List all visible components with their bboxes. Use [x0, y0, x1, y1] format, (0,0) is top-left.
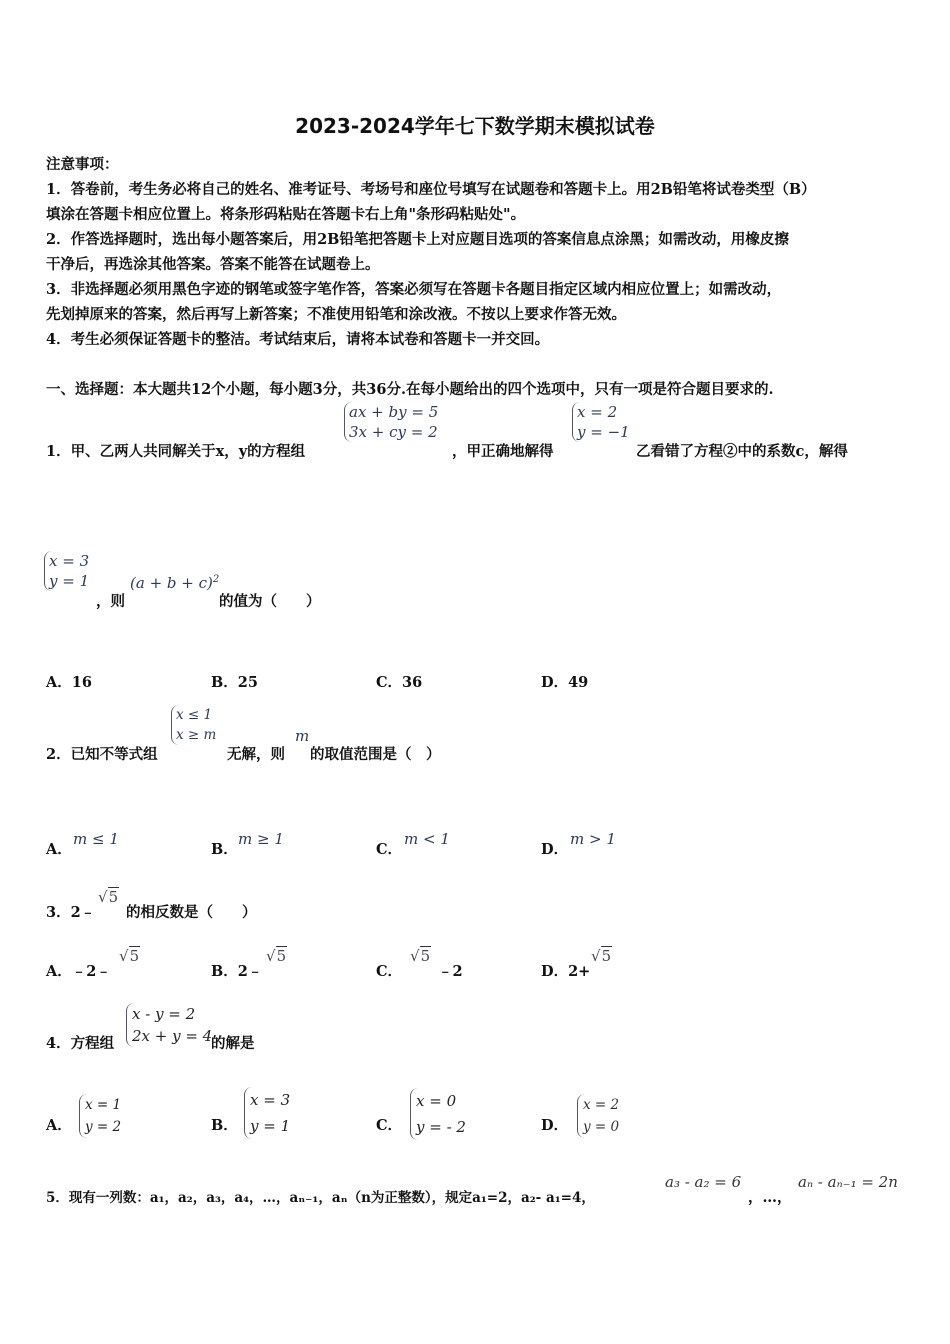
q3-option-a-radicand: 5 [129, 947, 140, 965]
q5-eq2: aₙ - aₙ₋₁ = 2n [798, 1173, 898, 1191]
q3-option-b-sqrt: √5 [266, 947, 287, 965]
q4-system-eq2: 2x + y = 4 [132, 1027, 213, 1045]
q1-mid: ，甲正确地解得 [452, 443, 554, 460]
q4-system-eq1: x - y = 2 [132, 1005, 196, 1023]
q1-option-b[interactable]: B．25 [211, 674, 258, 691]
q4-option-c[interactable] [376, 1114, 402, 1135]
q1-tail: 的值为（ ） [219, 593, 321, 610]
q1-prefix: 1．甲、乙两人共同解关于x，y的方程组 [46, 443, 306, 460]
q1-solution-yi [44, 551, 89, 591]
q3-option-d[interactable] [541, 960, 590, 981]
q4-option-a-label: A． [46, 1117, 72, 1134]
q1-then: ，则 [96, 593, 125, 610]
q1-expr-exp: 2 [212, 574, 220, 585]
q4-option-b-system [244, 1087, 290, 1139]
notes-heading: 注意事项： [46, 156, 119, 173]
q3-radicand: 5 [108, 888, 119, 906]
q1-sol1-x: x = 2 [577, 403, 618, 421]
q2-option-b-label: B． [211, 841, 238, 858]
q3-option-b[interactable] [211, 960, 262, 981]
q1-sol1-y: y = −1 [577, 423, 630, 441]
q4-option-d-y: y = 0 [583, 1119, 620, 1135]
notes-line-7: 4．考生必须保证答题卡的整洁。考试结束后，请将本试卷和答题卡一并交回。 [46, 331, 550, 348]
q2-option-a-label: A． [46, 841, 72, 858]
q3-option-a-sqrt: √5 [119, 947, 140, 965]
q2-system-ineq2: x ≥ m [176, 727, 217, 743]
q4-option-c-system [410, 1088, 466, 1140]
q2-prefix: 2．已知不等式组 [46, 746, 158, 763]
q1-option-d[interactable]: D．49 [541, 674, 589, 691]
q2-option-c-value: m < 1 [404, 830, 450, 848]
notes-line-2: 填涂在答题卡相应位置上。将条形码粘贴在答题卡右上角"条形码粘贴处"。 [46, 206, 526, 223]
q4-option-c-y: y = - 2 [416, 1118, 466, 1136]
page-title: 2023-2024学年七下数学期末模拟试卷 [295, 114, 655, 138]
q2-tail: 的取值范围是（ ） [310, 746, 441, 763]
q5-eq1: a₃ - a₂ = 6 [665, 1173, 742, 1191]
q3-option-b-pre: 2﹣ [237, 963, 263, 980]
q4-tail: 的解是 [211, 1035, 255, 1052]
q3-option-d-label: D． [541, 963, 569, 980]
q1-option-c[interactable]: C．36 [376, 674, 423, 691]
q3-option-b-radicand: 5 [276, 947, 287, 965]
q1-system [344, 402, 438, 442]
q3-option-c-sqrt: √5 [410, 947, 431, 965]
q4-prefix: 4．方程组 [46, 1035, 115, 1052]
q4-option-d-system [577, 1094, 619, 1138]
q2-option-c-label: C． [376, 841, 403, 858]
q2-option-b[interactable] [211, 838, 238, 859]
q4-option-b[interactable] [211, 1114, 238, 1135]
q4-option-b-label: B． [211, 1117, 238, 1134]
q3-option-a-pre: ﹣2﹣ [71, 963, 111, 980]
q1-sol2-y: y = 1 [49, 572, 90, 590]
q2-option-a-value: m ≤ 1 [73, 830, 119, 848]
q3-option-c-post: ﹣2 [438, 963, 463, 980]
q2-option-d-label: D． [541, 841, 569, 858]
q1-solution-jia [572, 402, 630, 442]
q3-option-a[interactable] [46, 960, 111, 981]
q2-system [171, 705, 216, 745]
q3-option-a-label: A． [46, 963, 72, 980]
q3-option-c-label: C． [376, 963, 403, 980]
q1-suffix: 乙看错了方程②中的系数c，解得 [636, 443, 848, 460]
q4-option-c-x: x = 0 [416, 1092, 457, 1110]
q2-mid: 无解，则 [227, 746, 285, 763]
q2-system-ineq1: x ≤ 1 [176, 707, 213, 723]
q1-expression [130, 574, 219, 592]
q3-option-c-radicand: 5 [420, 947, 431, 965]
q4-option-b-y: y = 1 [250, 1117, 291, 1135]
q2-option-d[interactable] [541, 838, 568, 859]
q4-option-a-system [79, 1094, 121, 1138]
q4-system [126, 1003, 212, 1047]
q4-option-d-label: D． [541, 1117, 569, 1134]
q1-system-eq2: 3x + cy = 2 [349, 423, 438, 441]
q2-var: m [295, 727, 310, 745]
q5-sep: ，…， [748, 1189, 792, 1206]
q3-option-c[interactable] [376, 960, 402, 981]
notes-line-5: 3．非选择题必须用黑色字迹的钢笔或签字笔作答，答案必须写在答题卡各题目指定区域内相应位置上；如需改动， [46, 281, 782, 298]
q3-option-d-radicand: 5 [601, 947, 612, 965]
q4-option-b-x: x = 3 [250, 1091, 291, 1109]
q1-sol2-x: x = 3 [49, 552, 90, 570]
q1-option-a[interactable]: A．16 [46, 674, 92, 691]
q4-option-d[interactable] [541, 1114, 568, 1135]
q3-tail: 的相反数是（ ） [126, 904, 257, 921]
q2-option-d-value: m > 1 [570, 830, 616, 848]
q5-text: 5．现有一列数：a₁，a₂，a₃，a₄，…，aₙ₋₁，aₙ（n为正整数），规定a₁=2，a₂- a₁=4， [46, 1190, 595, 1206]
notes-line-4: 干净后，再选涂其他答案。答案不能答在试题卷上。 [46, 256, 380, 273]
q4-option-a[interactable] [46, 1114, 72, 1135]
q4-option-a-y: y = 2 [85, 1119, 122, 1135]
section-heading: 一、选择题：本大题共12个小题，每小题3分，共36分.在每小题给出的四个选项中，只有一项是符合题目要求的. [46, 381, 774, 398]
q3-option-d-pre: 2+ [568, 963, 591, 980]
q4-option-a-x: x = 1 [85, 1097, 122, 1113]
notes-line-3: 2．作答选择题时，选出每小题答案后，用2B铅笔把答题卡上对应题目选项的答案信息点涂黑；如需改动，用橡皮擦 [46, 231, 789, 248]
q1-system-eq1: ax + by = 5 [349, 403, 439, 421]
q3-option-d-sqrt: √5 [591, 947, 612, 965]
q1-expr-base: (a + b + c) [130, 574, 213, 592]
q2-option-c[interactable] [376, 838, 402, 859]
q4-option-d-x: x = 2 [583, 1097, 620, 1113]
q3-option-b-label: B． [211, 963, 238, 980]
notes-line-1: 1．答卷前，考生务必将自己的姓名、准考证号、考场号和座位号填写在试题卷和答题卡上。用2B铅笔将试卷类型（B） [46, 181, 816, 198]
q4-option-c-label: C． [376, 1117, 403, 1134]
q3-sqrt: √5 [98, 888, 119, 906]
q3-prefix: 3．2﹣ [46, 904, 96, 921]
q2-option-a[interactable] [46, 838, 72, 859]
q2-option-b-value: m ≥ 1 [238, 830, 284, 848]
notes-line-6: 先划掉原来的答案，然后再写上新答案；不准使用铅笔和涂改液。不按以上要求作答无效。 [46, 306, 626, 323]
